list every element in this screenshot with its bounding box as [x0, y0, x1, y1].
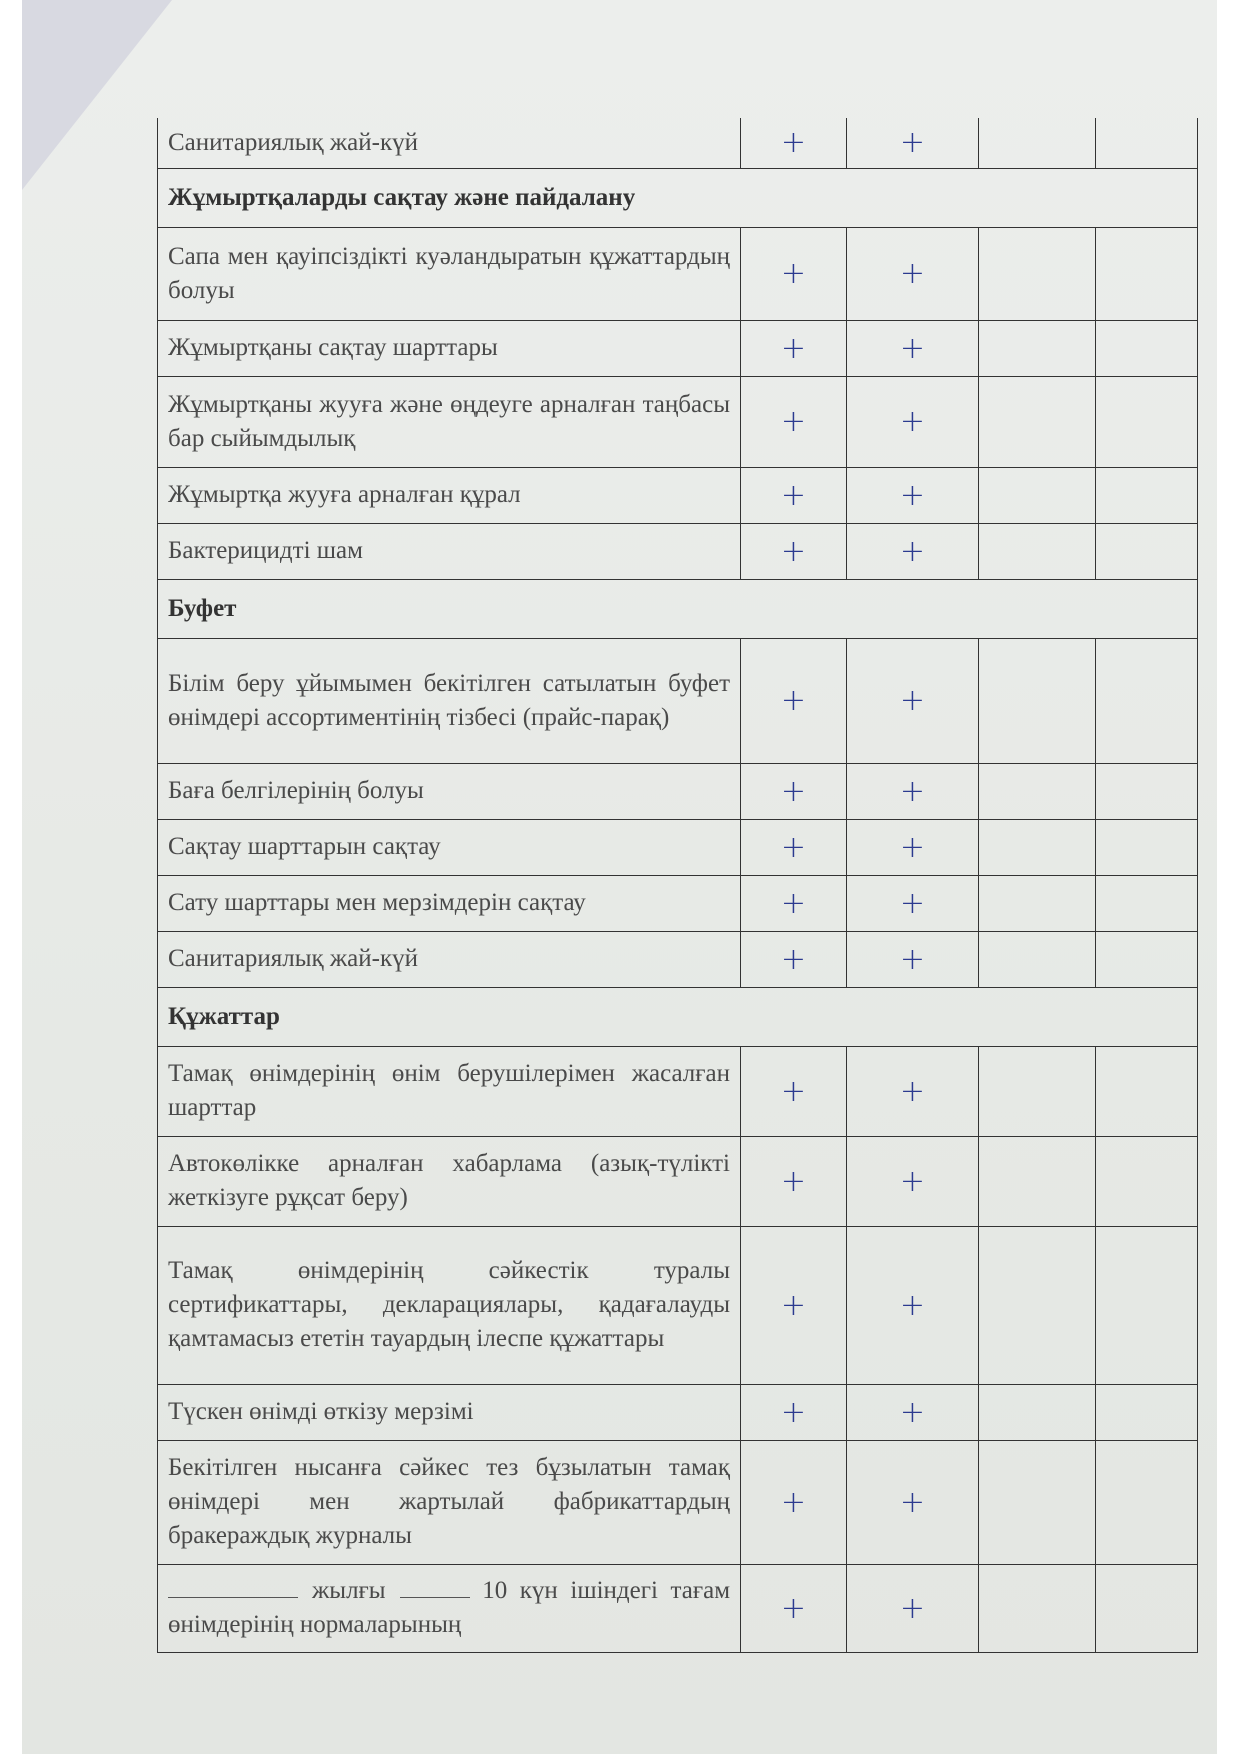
table-row [158, 1226, 1198, 1384]
empty-cell [1096, 819, 1198, 875]
table-row [158, 467, 1198, 523]
empty-cell [979, 819, 1096, 875]
table-row [158, 376, 1198, 467]
check-mark-1: + [741, 227, 847, 320]
check-mark-2: + [847, 1384, 979, 1440]
check-mark-2: + [847, 638, 979, 763]
empty-cell [979, 523, 1096, 579]
check-mark-2: + [847, 376, 979, 467]
check-mark-1: + [741, 1564, 847, 1652]
empty-cell [979, 1440, 1096, 1564]
section-row [158, 168, 1198, 227]
item-text: Санитариялық жай-күй [158, 118, 741, 168]
item-text: Тамақ өнімдерінің сәйкестік туралы сертификаттары, декларациялары, қадағалауды қамтамасыз ететін тауардың ілеспе құжаттары [158, 1226, 741, 1384]
empty-cell [979, 467, 1096, 523]
check-mark-1: + [741, 1226, 847, 1384]
check-mark-2: + [847, 1440, 979, 1564]
empty-cell [1096, 467, 1198, 523]
item-text: Баға белгілерінің болуы [158, 763, 741, 819]
table-row [158, 320, 1198, 376]
item-text-with-blanks [158, 1564, 741, 1652]
table-row [158, 523, 1198, 579]
empty-cell [1096, 1440, 1198, 1564]
empty-cell [979, 1136, 1096, 1226]
check-mark-1: + [741, 763, 847, 819]
item-text: Білім беру ұйымымен бекітілген сатылатын буфет өнімдері ассортиментінің тізбесі (прайс-парақ) [158, 638, 741, 763]
empty-cell [979, 875, 1096, 931]
empty-cell [979, 376, 1096, 467]
item-text: Автокөлікке арналған хабарлама (азық-түлікті жеткізуге рұқсат беру) [158, 1136, 741, 1226]
empty-cell [1096, 1384, 1198, 1440]
empty-cell [1096, 638, 1198, 763]
item-text: Сапа мен қауіпсіздікті куәландыратын құжаттардың болуы [158, 227, 741, 320]
table-row [158, 227, 1198, 320]
empty-cell [979, 118, 1096, 168]
item-text: Жұмыртқа жууға арналған құрал [158, 467, 741, 523]
inspection-checklist-table [157, 118, 1198, 1653]
table-row [158, 763, 1198, 819]
table-row [158, 1440, 1198, 1564]
check-mark-1: + [741, 875, 847, 931]
check-mark-1: + [741, 320, 847, 376]
empty-cell [1096, 763, 1198, 819]
check-mark-2: + [847, 1226, 979, 1384]
document-page [22, 0, 1217, 1754]
empty-cell [979, 227, 1096, 320]
item-text: Түскен өнімді өткізу мерзімі [158, 1384, 741, 1440]
empty-cell [1096, 1226, 1198, 1384]
table-row [158, 1046, 1198, 1136]
check-mark-2: + [847, 523, 979, 579]
empty-cell [979, 931, 1096, 987]
item-text: Жұмыртқаны жууға және өңдеуге арналған таңбасы бар сыйымдылық [158, 376, 741, 467]
table-row [158, 819, 1198, 875]
check-mark-1: + [741, 523, 847, 579]
section-row [158, 987, 1198, 1046]
empty-cell [979, 1046, 1096, 1136]
item-text: Бекітілген нысанға сәйкес тез бұзылатын тамақ өнімдері мен жартылай фабрикаттардың бракераждық журналы [158, 1440, 741, 1564]
table-row [158, 118, 1198, 168]
empty-cell [1096, 1136, 1198, 1226]
check-mark-2: + [847, 467, 979, 523]
empty-cell [1096, 875, 1198, 931]
section-heading: Құжаттар [158, 987, 1198, 1046]
word-year: жылғы [312, 1577, 386, 1604]
check-mark-1: + [741, 118, 847, 168]
empty-cell [979, 638, 1096, 763]
empty-cell [1096, 1046, 1198, 1136]
empty-cell [1096, 320, 1198, 376]
fill-in-blank-days [400, 1575, 470, 1598]
last-row-text: 10 күн ішіндегі тағам өнімдерінің нормаларының [168, 1577, 731, 1638]
empty-cell [979, 1384, 1096, 1440]
empty-cell [979, 1564, 1096, 1652]
check-mark-2: + [847, 763, 979, 819]
item-text: Тамақ өнімдерінің өнім берушілерімен жасалған шарттар [158, 1046, 741, 1136]
check-mark-2: + [847, 1046, 979, 1136]
table-row [158, 1136, 1198, 1226]
check-mark-1: + [741, 638, 847, 763]
section-row [158, 579, 1198, 638]
page-corner-shadow [22, 0, 172, 190]
check-mark-2: + [847, 118, 979, 168]
section-heading: Буфет [158, 579, 1198, 638]
empty-cell [1096, 523, 1198, 579]
empty-cell [1096, 227, 1198, 320]
empty-cell [979, 763, 1096, 819]
check-mark-2: + [847, 320, 979, 376]
check-mark-2: + [847, 1136, 979, 1226]
empty-cell [1096, 1564, 1198, 1652]
check-mark-2: + [847, 1564, 979, 1652]
fill-in-blank-year [168, 1575, 298, 1598]
item-text: Сату шарттары мен мерзімдерін сақтау [158, 875, 741, 931]
table-row [158, 638, 1198, 763]
empty-cell [979, 1226, 1096, 1384]
empty-cell [1096, 376, 1198, 467]
item-text: Жұмыртқаны сақтау шарттары [158, 320, 741, 376]
check-mark-1: + [741, 1046, 847, 1136]
check-mark-1: + [741, 376, 847, 467]
empty-cell [979, 320, 1096, 376]
check-mark-2: + [847, 819, 979, 875]
check-mark-1: + [741, 819, 847, 875]
check-mark-2: + [847, 875, 979, 931]
check-mark-1: + [741, 467, 847, 523]
empty-cell [1096, 931, 1198, 987]
table-row [158, 1384, 1198, 1440]
table-row-last [158, 1564, 1198, 1652]
check-mark-2: + [847, 931, 979, 987]
item-text: Сақтау шарттарын сақтау [158, 819, 741, 875]
check-mark-1: + [741, 1136, 847, 1226]
check-mark-1: + [741, 931, 847, 987]
empty-cell [1096, 118, 1198, 168]
section-heading: Жұмыртқаларды сақтау және пайдалану [158, 168, 1198, 227]
check-mark-2: + [847, 227, 979, 320]
item-text: Бактерицидті шам [158, 523, 741, 579]
item-text: Санитариялық жай-күй [158, 931, 741, 987]
table-row [158, 875, 1198, 931]
check-mark-1: + [741, 1440, 847, 1564]
check-mark-1: + [741, 1384, 847, 1440]
table-row [158, 931, 1198, 987]
